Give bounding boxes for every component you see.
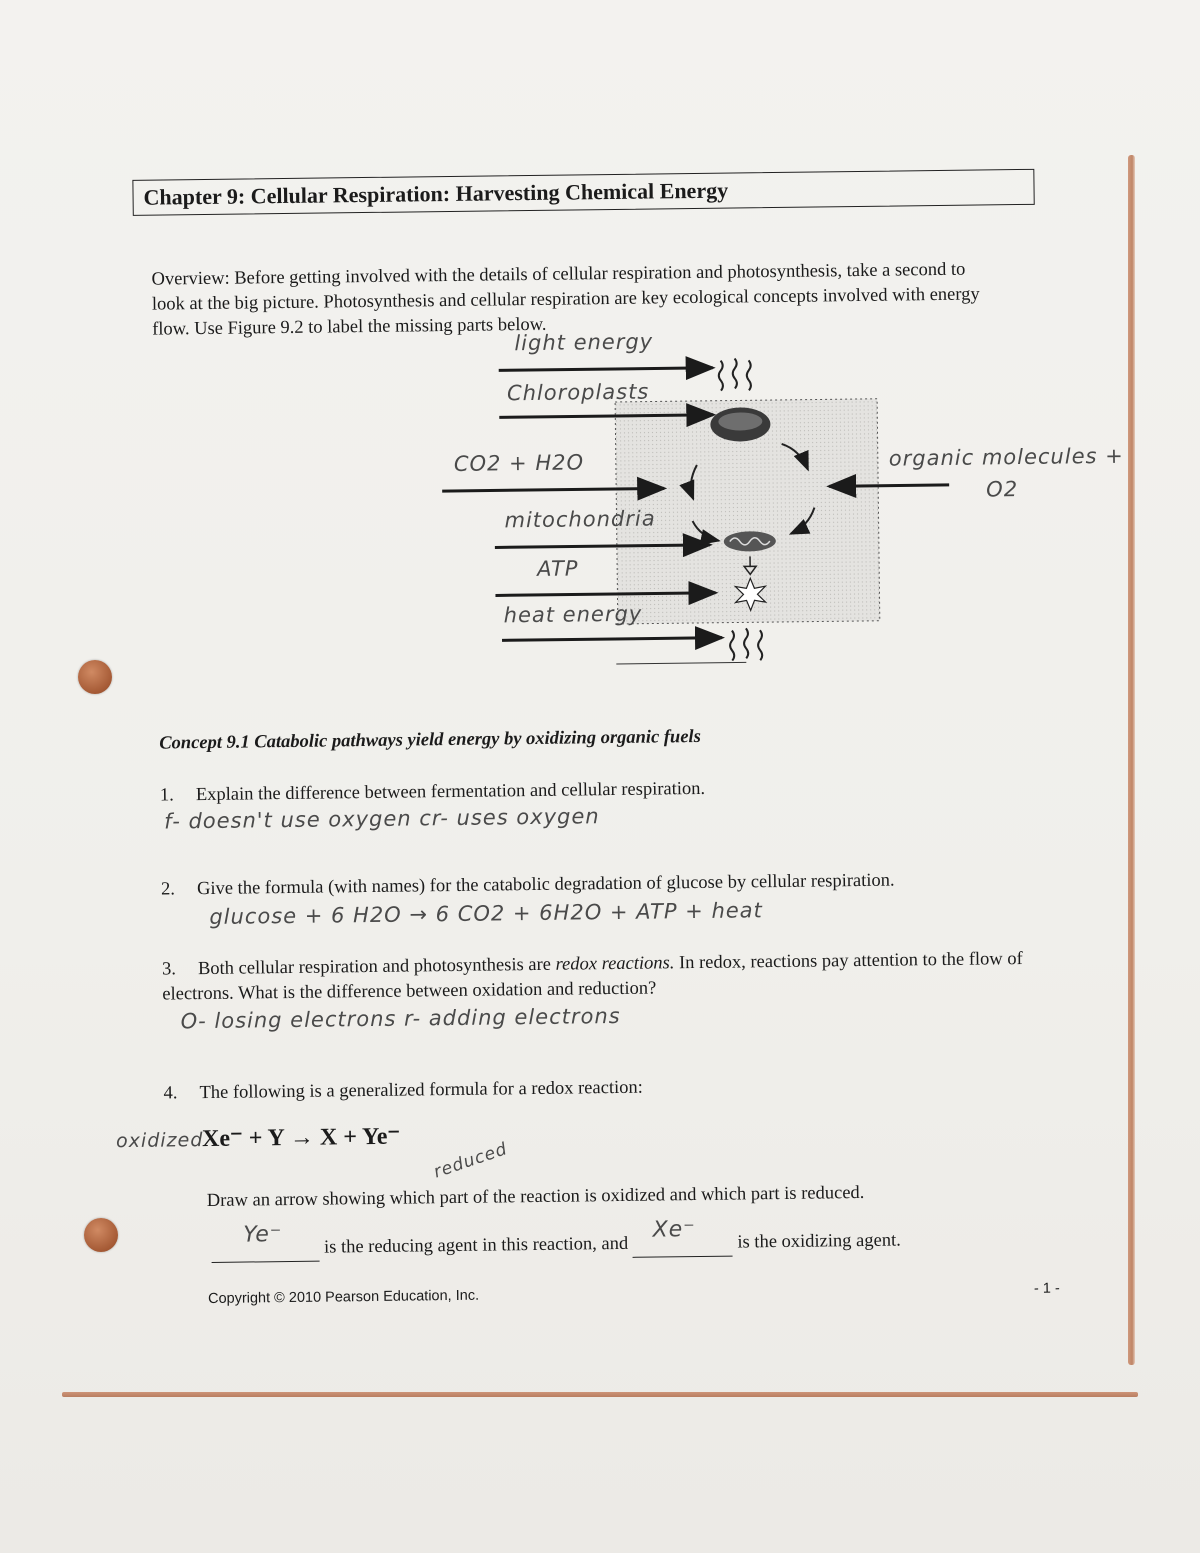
answer-1: f- doesn't use oxygen cr- uses oxygen: [164, 804, 600, 834]
label-light-energy: light energy: [514, 329, 654, 356]
question-text-cont: In redox, reactions pay attention to the flow of electrons. What is the difference between oxidation and reduction?: [162, 949, 1023, 1005]
diagram-graphic: [120, 139, 1057, 750]
question-4: [163, 1071, 1043, 1107]
worksheet: [115, 139, 1124, 1330]
fill-in-text: is the reducing agent in this reaction, and: [323, 1233, 629, 1258]
question-text: Both cellular respiration and photosynthesis are: [197, 954, 552, 980]
page-title: Chapter 9: Cellular Respiration: Harvesting Chemical Energy: [143, 177, 729, 210]
binder-hole: [84, 1218, 118, 1252]
question-2: [161, 867, 1041, 903]
question-4-instruction: Draw an arrow showing which part of the reaction is oxidized and which part is reduced.: [206, 1182, 865, 1212]
question-number: 4.: [163, 1083, 178, 1104]
label-atp: ATP: [537, 556, 579, 581]
copyright: Copyright © 2010 Pearson Education, Inc.: [207, 1287, 480, 1308]
concept-heading: Concept 9.1 Catabolic pathways yield energy by oxidizing organic fuels: [159, 726, 701, 754]
question-4-fill-in: [211, 1217, 1091, 1263]
blank-oxidizing-agent[interactable]: [633, 1217, 733, 1258]
redox-formula: Xe⁻ + Y → X + Ye⁻: [201, 1123, 401, 1153]
label-mitochondria: mitochondria: [504, 506, 656, 533]
question-number: 1.: [159, 785, 174, 806]
label-heat-energy: heat energy: [503, 601, 643, 628]
blank-reducing-agent[interactable]: [211, 1222, 319, 1263]
blank-answer: Ye⁻: [243, 1222, 283, 1248]
answer-3: O- losing electrons r- adding electrons: [180, 1003, 621, 1034]
binder-hole: [78, 660, 112, 694]
question-text: The following is a generalized formula for a redox reaction:: [199, 1077, 643, 1104]
question-text: Give the formula (with names) for the catabolic degradation of glucose by cellular respiration.: [196, 870, 895, 900]
note-oxidized: oxidized: [115, 1129, 204, 1153]
question-number: 3.: [161, 959, 177, 980]
overview-paragraph: Overview: Before getting involved with the details of cellular respiration and photosynthesis, take a second to look at the big picture. Photosynthesis and cellular respiration are key ecological concepts involved with energy flow. Use Figure 9.2 to label the missing parts below.: [151, 259, 980, 340]
question-number: 2.: [160, 879, 176, 900]
energy-flow-diagram: [120, 139, 1124, 750]
label-co2-h2o: CO2 + H2O: [453, 450, 585, 476]
label-chloroplasts: Chloroplasts: [506, 379, 650, 406]
question-text: Explain the difference between fermentation and cellular respiration.: [195, 778, 706, 806]
page-edge-stain-bottom: [62, 1392, 1138, 1397]
question-emphasis: redox reactions.: [555, 953, 675, 975]
answer-2: glucose + 6 H2O → 6 CO2 + 6H2O + ATP + heat: [209, 898, 763, 929]
fill-in-text-end: is the oxidizing agent.: [737, 1230, 901, 1253]
note-reduced: reduced: [431, 1139, 511, 1183]
question-3: [162, 947, 1043, 1008]
question-1: [160, 773, 1040, 809]
label-organic-molecules: organic molecules +: [888, 443, 1124, 471]
page-number: - 1 -: [1033, 1280, 1060, 1297]
page-edge-stain: [1128, 155, 1135, 1365]
blank-answer: Xe⁻: [652, 1217, 696, 1243]
label-o2: O2: [986, 477, 1019, 502]
